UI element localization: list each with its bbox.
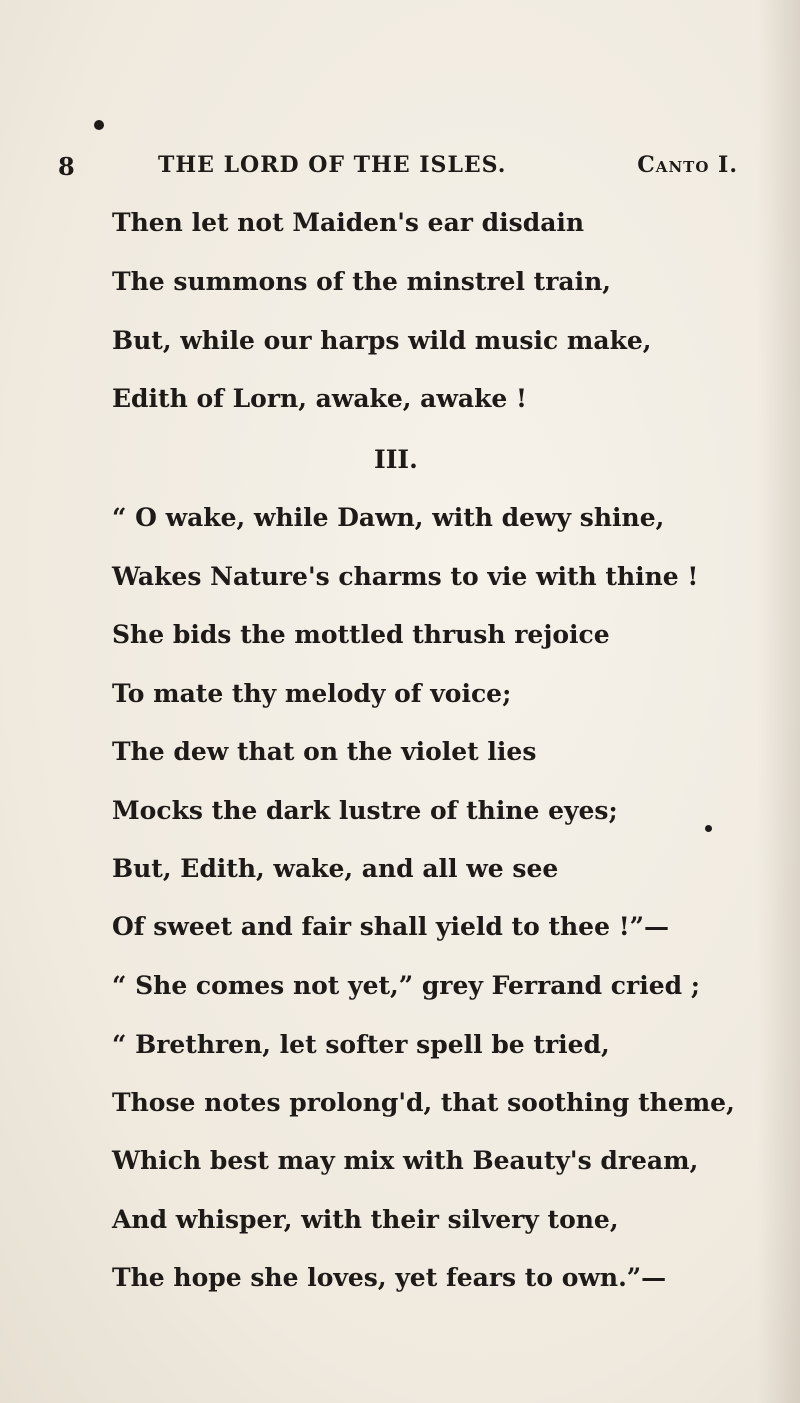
verse-line: The dew that on the violet lies xyxy=(112,737,537,766)
page-header xyxy=(58,152,738,188)
page-edge-shadow xyxy=(758,0,800,1403)
verse-line: The summons of the minstrel train, xyxy=(112,267,611,296)
verse-line: The hope she loves, yet fears to own.”— xyxy=(112,1263,667,1292)
verse-line: Then let not Maiden's ear disdain xyxy=(112,208,585,237)
section-heading: III. xyxy=(374,445,418,474)
page-number: 8 xyxy=(58,152,75,181)
verse-line: “ O wake, while Dawn, with dewy shine, xyxy=(112,503,665,532)
verse-line: To mate thy melody of voice; xyxy=(112,679,512,708)
verse-line: And whisper, with their silvery tone, xyxy=(112,1205,619,1234)
ink-speck xyxy=(94,120,104,130)
verse-line: Mocks the dark lustre of thine eyes; xyxy=(112,796,618,825)
verse-line: She bids the mottled thrush rejoice xyxy=(112,620,610,649)
running-title: THE LORD OF THE ISLES. xyxy=(158,152,507,178)
verse-line: Wakes Nature's charms to vie with thine ! xyxy=(112,562,699,591)
verse-line: But, Edith, wake, and all we see xyxy=(112,854,559,883)
verse-line: Edith of Lorn, awake, awake ! xyxy=(112,384,527,413)
verse-line: Which best may mix with Beauty's dream, xyxy=(112,1146,699,1175)
verse-line: But, while our harps wild music make, xyxy=(112,326,652,355)
verse-line: Of sweet and fair shall yield to thee !”— xyxy=(112,912,670,941)
verse-line: “ Brethren, let softer spell be tried, xyxy=(112,1030,610,1059)
canto-label: Canto I. xyxy=(637,152,738,178)
verse-line: Those notes prolong'd, that soothing theme, xyxy=(112,1088,735,1117)
verse-line: “ She comes not yet,” grey Ferrand cried ; xyxy=(112,971,701,1000)
ink-speck xyxy=(705,825,712,832)
